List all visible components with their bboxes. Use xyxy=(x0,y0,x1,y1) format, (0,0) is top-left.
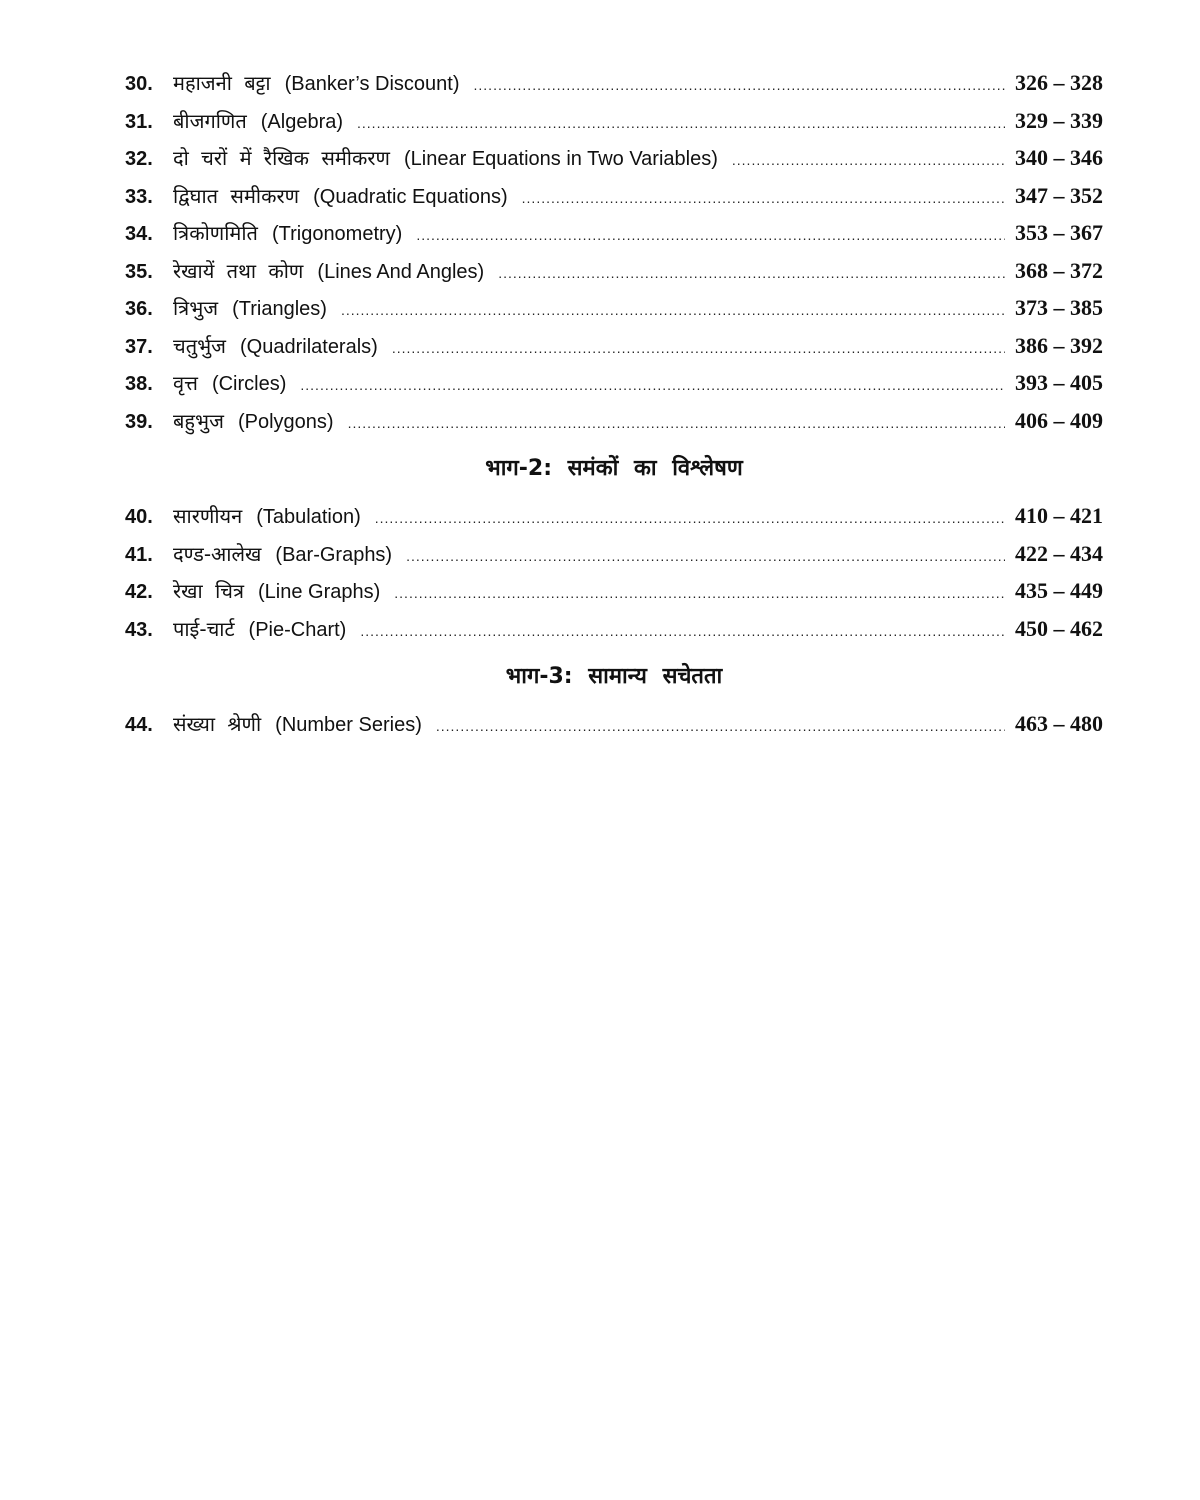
entry-page-range: 393 – 405 xyxy=(1015,370,1103,395)
dot-leader xyxy=(375,500,1005,538)
dot-leader xyxy=(341,292,1005,330)
dot-leader xyxy=(392,330,1005,368)
entry-number: 32. xyxy=(125,148,153,170)
dot-leader xyxy=(348,405,1005,443)
entry-title-english: (Tabulation) xyxy=(256,506,361,528)
entry-page-range: 450 – 462 xyxy=(1015,615,1103,641)
entry-title-hindi: दो चरों में रैखिक समीकरण xyxy=(173,146,390,170)
table-of-contents xyxy=(125,64,1103,743)
entry-number: 39. xyxy=(125,410,153,433)
toc-entry[interactable] xyxy=(125,610,1103,648)
dot-leader xyxy=(300,367,1005,405)
toc-entry[interactable] xyxy=(125,177,1103,215)
entry-title-hindi: बहुभुज xyxy=(173,408,224,433)
entry-number: 33. xyxy=(125,185,153,208)
entry-title-english: (Number Series) xyxy=(275,714,422,736)
entry-title-english: (Pie-Chart) xyxy=(248,618,347,641)
section-heading-part3: भाग-3: सामान्य सचेतता xyxy=(505,664,723,689)
dot-leader xyxy=(406,538,1005,576)
toc-entry[interactable] xyxy=(125,64,1103,102)
entry-number: 43. xyxy=(125,618,153,641)
entry-page-range: 410 – 421 xyxy=(1015,503,1103,528)
dot-leader xyxy=(394,575,1005,613)
entry-title-hindi: त्रिभुज xyxy=(173,296,219,320)
entry-number: 40. xyxy=(125,506,153,528)
entry-title-hindi: पाई-चार्ट xyxy=(173,616,235,641)
entry-title-hindi: रेखायें तथा कोण xyxy=(173,258,304,283)
toc-section-part1 xyxy=(125,64,1103,439)
dot-leader xyxy=(360,613,1005,651)
entry-page-range: 406 – 409 xyxy=(1015,407,1103,433)
entry-title-hindi: चतुर्भुज xyxy=(173,333,226,358)
entry-number: 34. xyxy=(125,223,153,245)
entry-page-range: 422 – 434 xyxy=(1015,540,1103,566)
entry-page-range: 353 – 367 xyxy=(1015,220,1103,245)
entry-number: 41. xyxy=(125,543,153,566)
toc-entry[interactable] xyxy=(125,535,1103,573)
entry-page-range: 373 – 385 xyxy=(1015,295,1103,320)
entry-number: 37. xyxy=(125,335,153,358)
entry-number: 31. xyxy=(125,110,153,133)
entry-title-english: (Bar-Graphs) xyxy=(275,543,393,566)
entry-number: 35. xyxy=(125,260,153,283)
dot-leader xyxy=(732,142,1005,180)
entry-title-english: (Algebra) xyxy=(260,110,344,133)
entry-title-english: (Quadrilaterals) xyxy=(240,335,378,358)
entry-number: 42. xyxy=(125,581,153,603)
section-heading-part2: भाग-2: समंकों का विश्लेषण xyxy=(485,456,743,481)
dot-leader xyxy=(357,105,1005,143)
entry-title-english: (Quadratic Equations) xyxy=(313,185,508,208)
entry-title-hindi: बीजगणित xyxy=(173,108,247,133)
entry-title-hindi: महाजनी बट्टा xyxy=(173,71,271,95)
entry-title-hindi: दण्ड-आलेख xyxy=(173,541,262,566)
dot-leader xyxy=(498,255,1005,293)
entry-page-range: 463 – 480 xyxy=(1015,711,1103,736)
entry-page-range: 435 – 449 xyxy=(1015,578,1103,603)
entry-page-range: 368 – 372 xyxy=(1015,257,1103,283)
toc-entry[interactable] xyxy=(125,402,1103,440)
entry-title-english: (Trigonometry) xyxy=(271,223,403,245)
entry-page-range: 329 – 339 xyxy=(1015,107,1103,133)
entry-number: 36. xyxy=(125,298,153,320)
entry-title-english: (Banker’s Discount) xyxy=(284,73,460,95)
toc-entry[interactable] xyxy=(125,364,1103,402)
entry-page-range: 326 – 328 xyxy=(1015,70,1103,95)
entry-title-english: (Lines And Angles) xyxy=(317,260,485,283)
toc-entry[interactable] xyxy=(125,214,1103,252)
entry-number: 38. xyxy=(125,373,153,395)
entry-title-english: (Polygons) xyxy=(237,410,334,433)
entry-title-english: (Line Graphs) xyxy=(258,581,381,603)
entry-number: 30. xyxy=(125,73,153,95)
entry-page-range: 386 – 392 xyxy=(1015,332,1103,358)
entry-page-range: 347 – 352 xyxy=(1015,182,1103,208)
toc-entry[interactable] xyxy=(125,139,1103,177)
entry-title-hindi: द्विघात समीकरण xyxy=(173,183,300,208)
toc-entry[interactable] xyxy=(125,705,1103,743)
toc-entry[interactable] xyxy=(125,497,1103,535)
dot-leader xyxy=(436,708,1005,746)
entry-title-hindi: त्रिकोणमिति xyxy=(173,221,258,245)
entry-title-hindi: सारणीयन xyxy=(173,504,243,528)
entry-title-english: (Triangles) xyxy=(232,298,327,320)
dot-leader xyxy=(474,67,1005,105)
toc-section-part3 xyxy=(125,705,1103,743)
toc-entry[interactable] xyxy=(125,572,1103,610)
entry-title-hindi: संख्या श्रेणी xyxy=(173,712,262,736)
toc-entry[interactable] xyxy=(125,102,1103,140)
entry-title-hindi: वृत्त xyxy=(173,371,198,395)
toc-section-part2 xyxy=(125,497,1103,647)
toc-entry[interactable] xyxy=(125,327,1103,365)
toc-entry[interactable] xyxy=(125,252,1103,290)
entry-title-hindi: रेखा चित्र xyxy=(173,579,244,603)
dot-leader xyxy=(416,217,1005,255)
entry-page-range: 340 – 346 xyxy=(1015,145,1103,170)
entry-number: 44. xyxy=(125,714,153,736)
entry-title-english: (Circles) xyxy=(211,373,287,395)
entry-title-english: (Linear Equations in Two Variables) xyxy=(404,148,718,170)
dot-leader xyxy=(522,180,1005,218)
toc-entry[interactable] xyxy=(125,289,1103,327)
